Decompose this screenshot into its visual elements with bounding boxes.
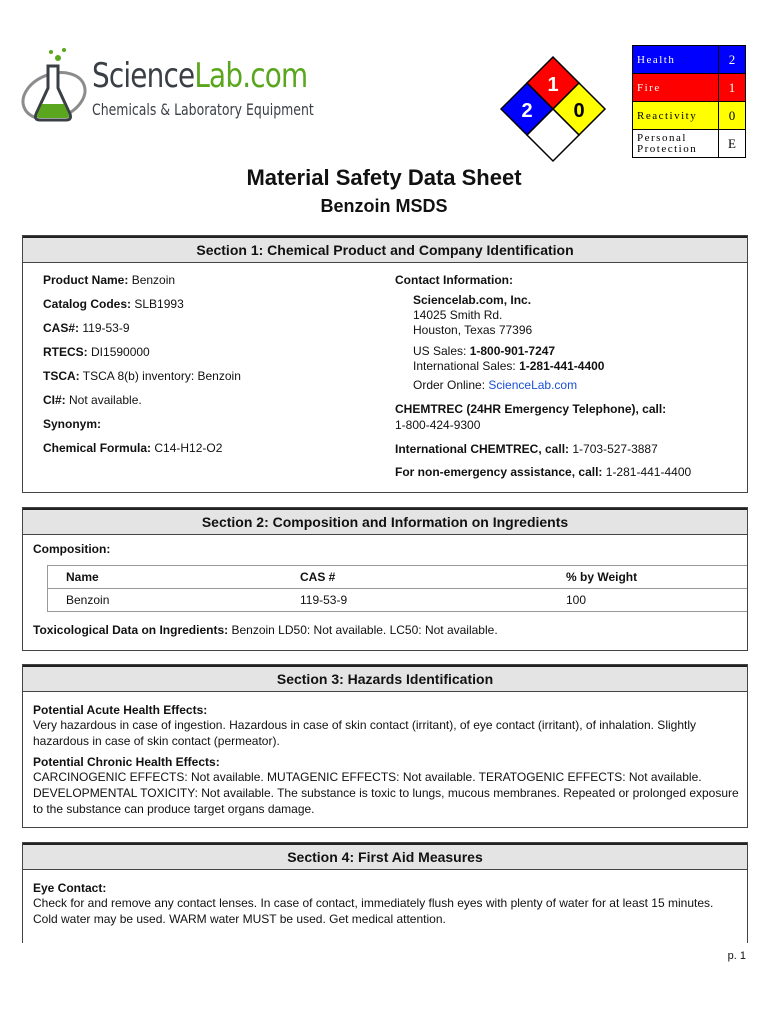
section-1-heading: Section 1: Chemical Product and Company Identification — [23, 236, 747, 263]
intl-chemtrec-label: International CHEMTREC, call: — [395, 442, 570, 456]
composition-table-header — [48, 566, 748, 589]
section-1 — [22, 235, 748, 493]
tox-data-line — [33, 623, 498, 637]
rtecs-value: DI1590000 — [91, 345, 150, 359]
tsca-value: TSCA 8(b) inventory: Benzoin — [82, 369, 241, 383]
nfpa-health-value: 2 — [521, 100, 533, 122]
synonym-label: Synonym: — [43, 417, 102, 431]
rtecs-line — [43, 345, 150, 359]
page-number: p. 1 — [727, 950, 746, 962]
hmis-protection-label-1: Personal — [637, 131, 687, 144]
order-online-line — [413, 378, 577, 392]
hmis-fire-value: 1 — [719, 74, 746, 102]
acute-effects-text: Very hazardous in case of ingestion. Hazardous in case of skin contact (irritant), of eye contact (irritant), of inhalation. Slightly hazardous in case of skin contact (permeator). — [33, 718, 696, 748]
nfpa-flammability-value: 1 — [547, 74, 559, 96]
nonemergency-label: For non-emergency assistance, call: — [395, 465, 603, 479]
section-3-heading: Section 3: Hazards Identification — [23, 665, 747, 692]
us-sales-line — [413, 344, 555, 358]
hmis-protection-label — [633, 130, 719, 158]
hmis-health-value: 2 — [719, 46, 746, 74]
cas-line — [43, 321, 130, 335]
hmis-protection-label-2: Protection — [637, 142, 698, 155]
logo-word-com: .com — [242, 56, 308, 96]
eye-contact-label: Eye Contact: — [33, 881, 107, 895]
address-line-1: 14025 Smith Rd. — [413, 308, 503, 322]
ci-value: Not available. — [69, 393, 142, 407]
document-subtitle: Benzoin MSDS — [320, 196, 448, 216]
intl-chemtrec-phone: 1-703-527-3887 — [572, 442, 658, 456]
hmis-health-label: Health — [633, 46, 719, 74]
product-name-label: Product Name: — [43, 273, 129, 287]
chemical-formula-value: C14-H12-O2 — [154, 441, 223, 455]
chronic-effects-label: Potential Chronic Health Effects: — [33, 755, 220, 769]
catalog-codes-line — [43, 297, 184, 311]
intl-sales-phone: 1-281-441-4400 — [519, 359, 605, 373]
order-online-link[interactable]: ScienceLab.com — [488, 378, 578, 392]
catalog-codes-label: Catalog Codes: — [43, 297, 132, 311]
product-name-line — [43, 273, 175, 287]
tox-data-label: Toxicological Data on Ingredients: — [33, 623, 229, 637]
eye-contact-text: Check for and remove any contact lenses. In case of contact, immediately flush eyes with plenty of water for at least 15 minutes. Cold water may be used. WARM water MUST be used. Get medical attention. — [33, 896, 714, 926]
product-name-value: Benzoin — [131, 273, 176, 287]
logo-wordmark — [92, 56, 307, 96]
document-title: Material Safety Data Sheet — [246, 165, 522, 190]
ingredient-cas-cell: 119-53-9 — [282, 589, 548, 612]
logo-word-lab: Lab — [194, 56, 243, 96]
intl-chemtrec-line — [395, 442, 658, 456]
hmis-protection-value: E — [719, 130, 746, 158]
section-4 — [22, 842, 748, 943]
address-line-2: Houston, Texas 77396 — [413, 323, 533, 337]
hmis-rating-table — [632, 45, 746, 158]
acute-effects-label: Potential Acute Health Effects: — [33, 703, 208, 717]
section-2 — [22, 507, 748, 651]
us-sales-label: US Sales: — [413, 344, 467, 358]
composition-label: Composition: — [33, 542, 111, 556]
tsca-label: TSCA: — [43, 369, 80, 383]
column-header-cas: CAS # — [282, 566, 548, 589]
table-row — [48, 589, 748, 612]
contact-info-label: Contact Information: — [395, 273, 513, 287]
ingredient-weight-cell: 100 — [548, 589, 747, 612]
hmis-fire-row — [633, 74, 746, 102]
nfpa-reactivity-value: 0 — [573, 100, 585, 122]
chemtrec-label: CHEMTREC (24HR Emergency Telephone), call: — [395, 402, 667, 416]
tsca-line — [43, 369, 241, 383]
company-name: Sciencelab.com, Inc. — [413, 293, 532, 307]
synonym-line — [43, 417, 101, 431]
hmis-reactivity-row — [633, 102, 746, 130]
flask-icon — [20, 44, 92, 134]
intl-sales-label: International Sales: — [413, 359, 516, 373]
cas-value: 119-53-9 — [82, 321, 130, 335]
section-3 — [22, 664, 748, 828]
nonemergency-phone: 1-281-441-4400 — [605, 465, 692, 479]
hmis-protection-row — [633, 130, 746, 158]
chronic-effects-text: CARCINOGENIC EFFECTS: Not available. MUTAGENIC EFFECTS: Not available. TERATOGENIC EFFECTS: Not available. DEVELOPMENTAL TOXICITY: Not available. The substance is toxic to lungs, mucous membranes. Repeated or prolonged exposure to the substance can produce target organs damage. — [33, 770, 739, 816]
ci-line — [43, 393, 142, 407]
order-online-label: Order Online: — [413, 378, 486, 392]
hmis-reactivity-value: 0 — [719, 102, 746, 130]
nonemergency-line — [395, 465, 691, 479]
section-2-heading: Section 2: Composition and Information on Ingredients — [23, 508, 747, 535]
chemical-formula-label: Chemical Formula: — [43, 441, 152, 455]
hmis-health-row — [633, 46, 746, 74]
column-header-name: Name — [48, 566, 283, 589]
section-4-heading: Section 4: First Aid Measures — [23, 843, 747, 870]
chemical-formula-line — [43, 441, 222, 455]
tox-data-value: Benzoin LD50: Not available. LC50: Not available. — [231, 623, 498, 637]
chemtrec-phone: 1-800-424-9300 — [395, 418, 481, 432]
logo-tagline: Chemicals & Laboratory Equipment — [92, 100, 314, 119]
nfpa-diamond — [498, 55, 608, 165]
us-sales-phone: 1-800-901-7247 — [469, 344, 556, 358]
logo-word-science: Science — [92, 56, 195, 96]
column-header-weight: % by Weight — [548, 566, 747, 589]
hmis-reactivity-label: Reactivity — [633, 102, 719, 130]
composition-table — [47, 565, 747, 612]
catalog-codes-value: SLB1993 — [134, 297, 184, 311]
cas-label: CAS#: — [43, 321, 80, 335]
ci-label: CI#: — [43, 393, 66, 407]
intl-sales-line — [413, 359, 604, 373]
rtecs-label: RTECS: — [43, 345, 88, 359]
sciencelab-logo — [20, 44, 320, 134]
hmis-fire-label: Fire — [633, 74, 719, 102]
ingredient-name-cell: Benzoin — [48, 589, 283, 612]
